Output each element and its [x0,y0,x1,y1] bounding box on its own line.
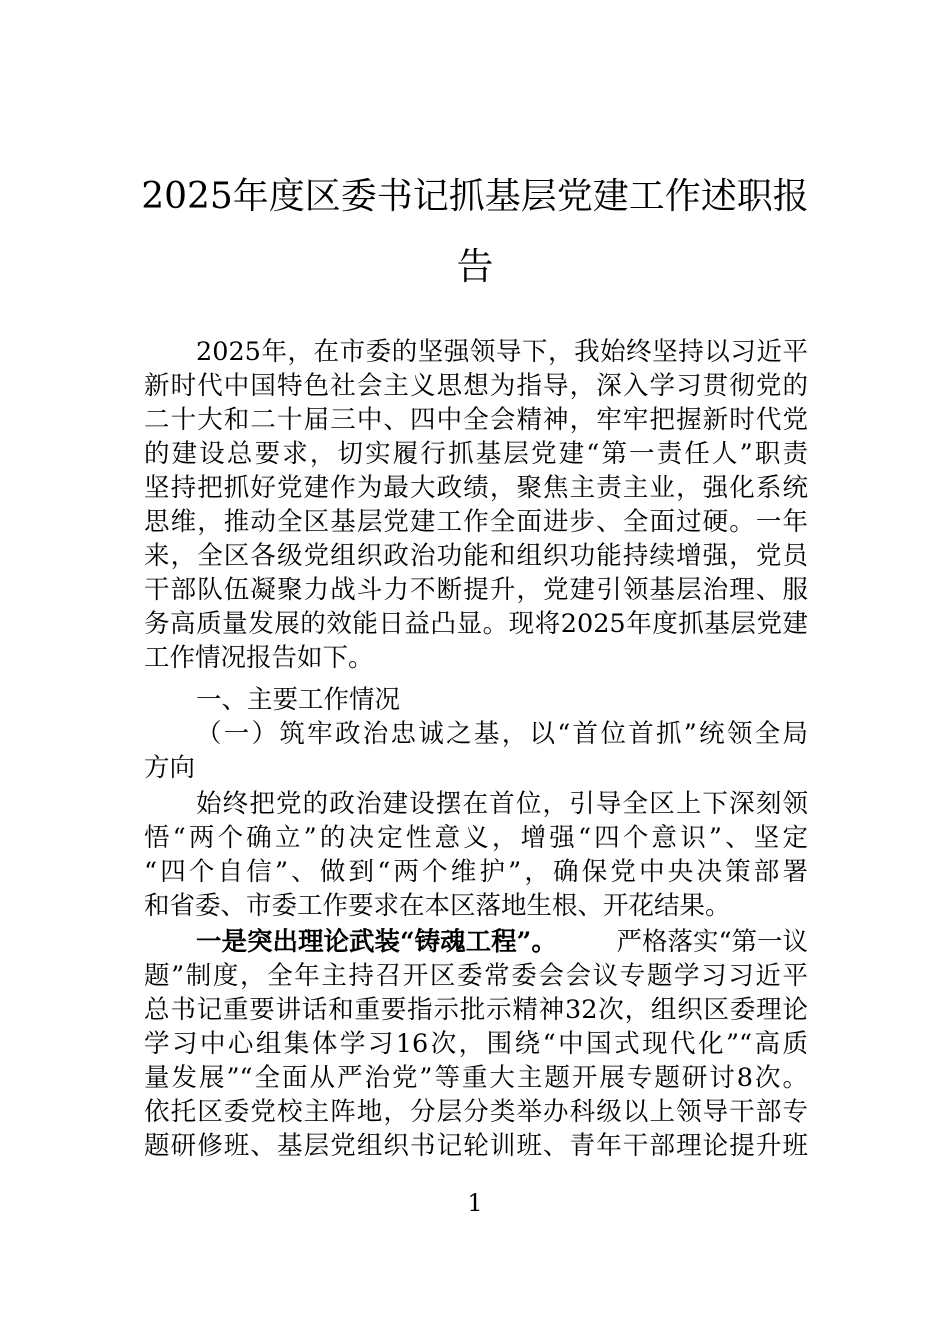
intro-line: 干部队伍凝聚力战斗力不断提升，党建引领基层治理、服 [144,575,808,605]
paragraph-line: 总书记重要讲话和重要指示批示精神32次，组织区委理论 [144,995,808,1025]
subsection-heading: （一）筑牢政治忠诚之基，以“首位首抓”统领全局 [196,719,808,749]
intro-line: 新时代中国特色社会主义思想为指导，深入学习贯彻党的 [144,371,808,401]
paragraph-line: 依托区委党校主阵地，分层分类举办科级以上领导干部专 [144,1097,808,1127]
intro-line: 务高质量发展的效能日益凸显。现将2025年度抓基层党建 [144,609,808,639]
paragraph-line: 学习中心组集体学习16次，围绕“中国式现代化”“高质 [144,1029,808,1059]
document-title-line-2: 告 [456,245,494,288]
intro-line: 来，全区各级党组织政治功能和组织功能持续增强，党员 [144,541,808,571]
section-heading: 一、主要工作情况 [196,685,401,715]
paragraph-line: 始终把党的政治建设摆在首位，引导全区上下深刻领 [196,789,808,819]
intro-line: 坚持把抓好党建作为最大政绩，聚焦主责主业，强化系统 [144,473,808,503]
bold-lead: 一是突出理论武装“铸魂工程”。 [196,927,557,957]
paragraph-text: 严格落实“第一议 [616,927,808,957]
intro-line: 的建设总要求，切实履行抓基层党建“第一责任人”职责 [144,439,808,469]
document-title-line-1: 2025年度区委书记抓基层党建工作述职报 [141,176,809,217]
paragraph-line: 题研修班、基层党组织书记轮训班、青年干部理论提升班 [144,1131,808,1161]
intro-line: 思维，推动全区基层党建工作全面进步、全面过硬。一年 [144,507,808,537]
paragraph-line: 题”制度，全年主持召开区委常委会会议专题学习习近平 [144,961,808,991]
intro-line: 工作情况报告如下。 [144,643,374,673]
page-number: 1 [467,1189,483,1217]
paragraph-line: 和省委、市委工作要求在本区落地生根、开花结果。 [144,891,731,921]
paragraph-line: 悟“两个确立”的决定性意义，增强“四个意识”、坚定 [144,823,808,853]
intro-line: 二十大和二十届三中、四中全会精神，牢牢把握新时代党 [144,405,808,435]
paragraph-line: “四个自信”、做到“两个维护”，确保党中央决策部署 [144,857,808,887]
intro-line: 2025年，在市委的坚强领导下，我始终坚持以习近平 [196,337,808,367]
paragraph-line: 量发展”“全面从严治党”等重大主题开展专题研讨8次。 [144,1063,808,1093]
subsection-heading: 方向 [144,753,196,783]
paragraph-line [196,927,808,957]
